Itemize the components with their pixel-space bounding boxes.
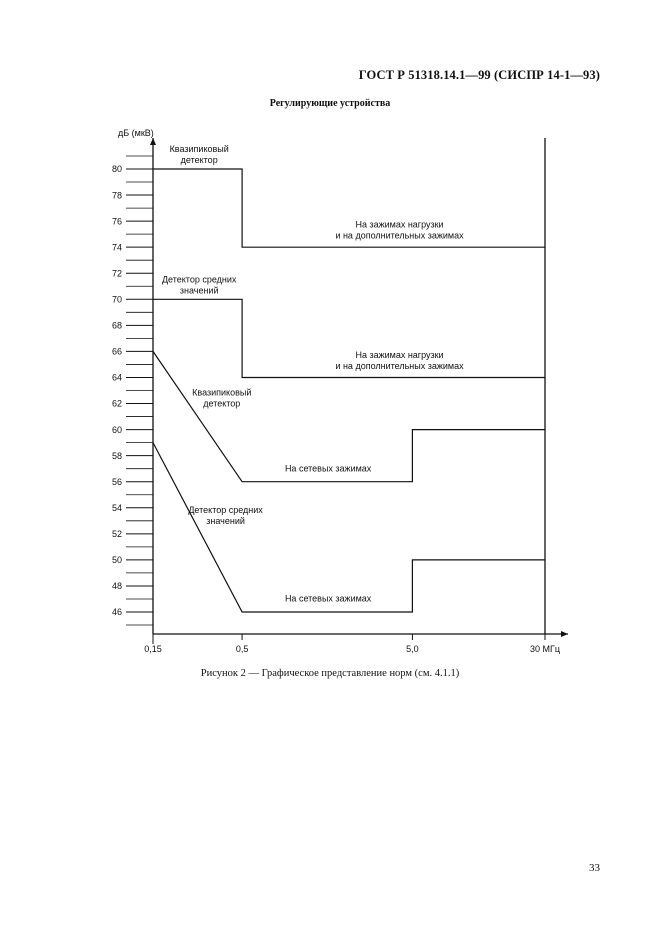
- y-tick-label: 74: [111, 242, 122, 253]
- figure-caption: Рисунок 2 — Графическое представление норм (см. 4.1.1): [200, 668, 460, 679]
- y-tick-label: 48: [111, 581, 122, 592]
- y-tick-label: 54: [111, 502, 122, 513]
- chart-axes: [118, 128, 568, 637]
- annotation-label: На сетевых зажимах: [284, 463, 372, 474]
- section-title: Регулирующие устройства: [269, 98, 391, 109]
- y-tick-label: 52: [111, 529, 122, 540]
- annotation-label: На зажимах нагрузки: [355, 349, 444, 360]
- annotation-label: Квазипиковый: [192, 387, 252, 398]
- x-tick-label: 0,5: [235, 644, 249, 654]
- y-tick-label: 80: [111, 164, 122, 175]
- y-tick-label: 60: [111, 424, 122, 435]
- y-axis-arrow: [150, 138, 156, 145]
- annotation-label: На зажимах нагрузки: [355, 219, 444, 230]
- y-tick-label: 72: [111, 268, 122, 279]
- annotation-label: Детектор средних: [161, 274, 237, 285]
- annotation-label: На сетевых зажимах: [284, 593, 372, 604]
- document-header: ГОСТ Р 51318.14.1—99 (СИСПР 14-1—93): [358, 68, 600, 82]
- y-tick-label: 66: [111, 346, 122, 357]
- annotation-label: и на дополнительных зажимах: [335, 360, 464, 371]
- x-tick-label: 5,0: [406, 644, 419, 654]
- y-tick-label: 46: [111, 607, 122, 618]
- y-tick-label: 50: [111, 555, 122, 566]
- page-number: 33: [589, 862, 600, 874]
- y-tick-label: 58: [111, 450, 122, 461]
- x-tick-label: 0,15: [144, 644, 162, 654]
- y-tick-label: 70: [111, 294, 122, 305]
- y-tick-label: 64: [111, 372, 122, 383]
- y-axis-label: дБ (мкВ): [118, 128, 154, 138]
- y-tick-label: 76: [111, 216, 122, 227]
- annotation-label: детектор: [180, 155, 218, 166]
- limit-line-3: [153, 351, 545, 481]
- x-tick-label: 30 МГц: [529, 644, 561, 654]
- y-tick-label: 56: [111, 476, 122, 487]
- y-tick-label: 78: [111, 190, 122, 201]
- annotation-label: и на дополнительных зажимах: [335, 230, 464, 241]
- y-tick-label: 68: [111, 320, 122, 331]
- annotation-label: детектор: [203, 398, 241, 409]
- annotation-label: Квазипиковый: [169, 144, 229, 155]
- chart-annotations: [162, 144, 464, 604]
- annotation-label: значений: [206, 515, 245, 526]
- x-axis-arrow: [561, 631, 568, 637]
- y-tick-label: 62: [111, 398, 122, 409]
- annotation-label: значений: [179, 285, 219, 296]
- annotation-label: Детектор средних: [188, 504, 263, 515]
